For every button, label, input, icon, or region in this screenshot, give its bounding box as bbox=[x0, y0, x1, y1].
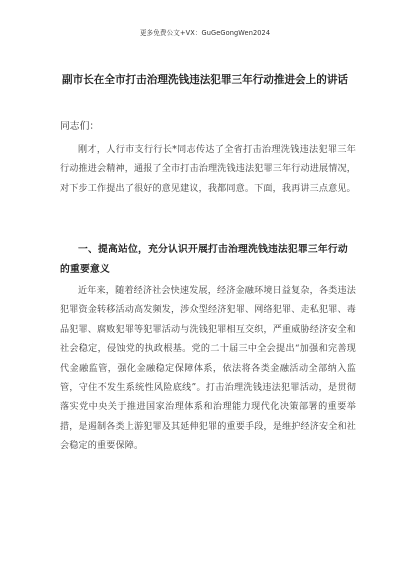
intro-paragraph: 刚才，人行市支行行长*同志传达了全省打击治理洗钱违法犯罪三年行动推进会精神，通报了全市打击治理洗钱违法犯罪三年行动进展情况，对下步工作提出了很好的意见建议，我都同意。下面，我再讲三点意见。 bbox=[60, 145, 356, 194]
section-paragraph-1: 近年来，随着经济社会快速发展，经济金融环境日益复杂，各类违法犯罪资金转移活动高发频发，涉众型经济犯罪、网络犯罪、走私犯罪、毒品犯罪、腐败犯罪等犯罪活动与洗钱犯罪相互交织，严重威胁经济安全和社会稳定，侵蚀党的执政根基。党的二十届三中全会提出“加强和完善现代金融监管，强化金融稳定保障体系，依法将各类金融活动全部纳入监管，守住不发生系统性风险底线”。打击治理洗钱违法犯罪活动，是贯彻落实党中央关于推进国家治理体系和治理能力现代化决策部署的重要举措，是遏制各类上游犯罪及其延伸犯罪的重要手段，是维护经济安全和社会稳定的重要保障。 bbox=[60, 286, 356, 452]
section-heading-1: 一、提高站位，充分认识开展打击治理洗钱违法犯罪三年行动的重要意义 bbox=[60, 244, 348, 275]
document-title: 副市长在全市打击治理洗钱违法犯罪三年行动推进会上的讲话 bbox=[61, 74, 349, 86]
salutation: 同志们： bbox=[60, 121, 100, 132]
header-note: 更多免费公文+VX：GuGeGongWen2024 bbox=[139, 29, 271, 37]
